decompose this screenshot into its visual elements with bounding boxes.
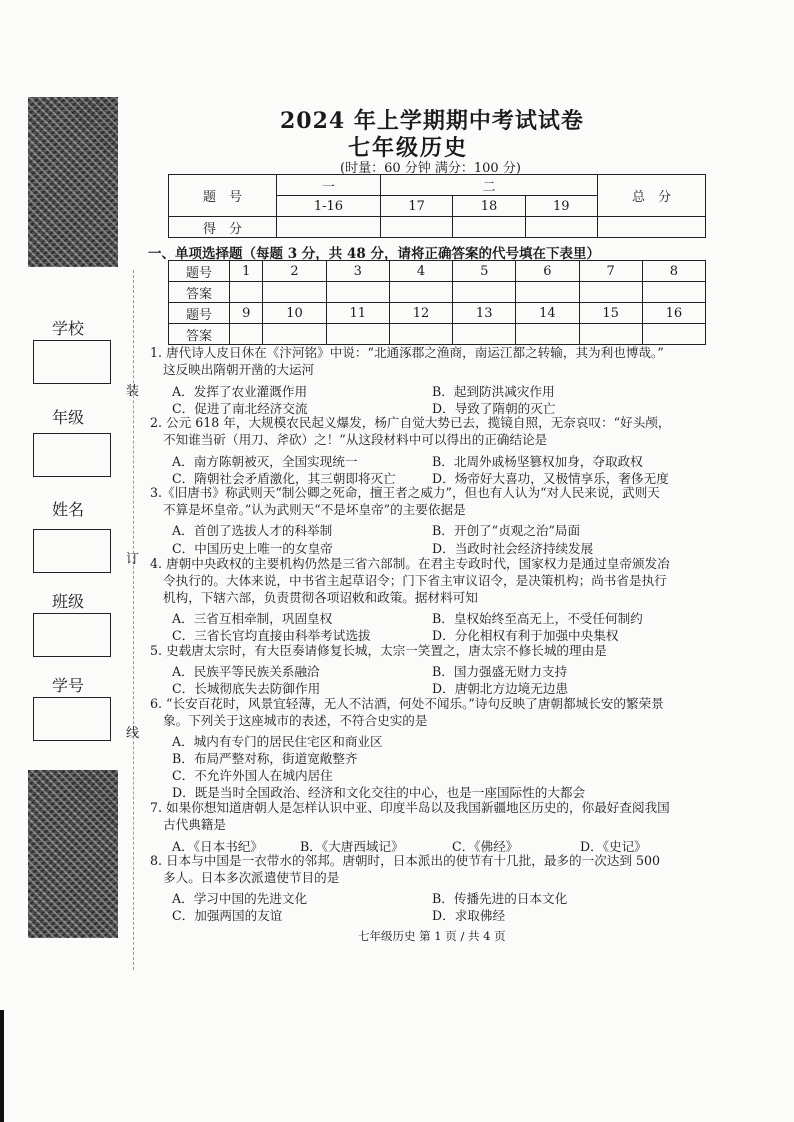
answer-table-qnum: 16	[642, 303, 705, 324]
answer-table-qnum: 10	[263, 303, 326, 324]
answer-table-qnum: 1	[230, 261, 263, 282]
question-3-line-2: 不算是坏皇帝。”认为武则天“不是坏皇帝”的主要依据是	[163, 502, 466, 517]
question-5-option-b: B．国力强盛无财力支持	[432, 664, 568, 679]
question-4-option-c: C．三省长官均直接由科举考试选拔	[172, 628, 371, 643]
question-2-option-c: C．隋朝社会矛盾激化，其三朝即将灭亡	[172, 471, 396, 486]
answer-table-alabel: 答案	[169, 324, 230, 345]
binding-char-xian: 线	[126, 726, 140, 741]
label-class: 班级	[52, 592, 85, 611]
score-table-total-label: 总 分	[597, 175, 705, 217]
question-6-option-c: C．不允许外国人在城内居住	[172, 768, 333, 783]
question-3-line-1: 3.《旧唐书》称武则天“制公卿之死命，擅王者之威力”，但也有人认为“对人民来说，武则天	[150, 485, 660, 500]
answer-cell[interactable]	[389, 324, 452, 345]
question-1-option-b: B．起到防洪减灾作用	[432, 384, 555, 399]
exam-time-info: (时量：60 分钟 满分：100 分)	[340, 161, 521, 176]
answer-cell[interactable]	[453, 282, 516, 303]
question-8-option-d: D．求取佛经	[432, 908, 506, 923]
question-2-option-a: A．南方陈朝被灭，全国实现统一	[172, 454, 358, 469]
answer-table-qnum: 6	[516, 261, 579, 282]
score-table-sub: 18	[453, 196, 525, 217]
answer-table-qnum: 2	[263, 261, 326, 282]
binding-line	[133, 270, 134, 970]
question-7-option-b: B．《大唐西域记》	[300, 839, 404, 854]
answer-cell[interactable]	[516, 324, 579, 345]
question-8-option-a: A．学习中国的先进文化	[172, 891, 308, 906]
answer-cell[interactable]	[263, 324, 326, 345]
question-1-line-2: 这反映出隋朝开凿的大运河	[163, 362, 315, 377]
question-1-option-d: D．导致了隋朝的灭亡	[432, 401, 556, 416]
exam-title: 2024 年上学期期中考试试卷	[280, 108, 584, 134]
question-2-option-d: D．炀帝好大喜功，又极情享乐，奢侈无度	[432, 471, 669, 486]
answer-table-qnum: 15	[579, 303, 642, 324]
answer-cell[interactable]	[516, 282, 579, 303]
label-name: 姓名	[52, 500, 85, 519]
answer-cell[interactable]	[642, 282, 705, 303]
question-3-option-c: C．中国历史上唯一的女皇帝	[172, 541, 333, 556]
answer-table-qnum: 11	[326, 303, 389, 324]
answer-table-qnum: 7	[579, 261, 642, 282]
answer-table-qnum: 13	[453, 303, 516, 324]
question-4-line-1: 4. 唐朝中央政权的主要机构仍然是三省六部制。在君主专政时代，国家权力是通过皇帝颁发冶	[150, 556, 670, 571]
score-table-sub: 17	[380, 196, 452, 217]
school-field[interactable]	[33, 340, 111, 384]
page-footer: 七年级历史 第 1 页 / 共 4 页	[358, 929, 506, 943]
score-table-part1: 一	[277, 175, 381, 196]
question-4-line-3: 机构，下辖六部，负责贯彻各项诏敕和政策。据材料可知	[163, 590, 478, 605]
question-2-line-1: 2. 公元 618 年，大规模农民起义爆发，杨广自觉大势已去，揽镜自照，无奈哀叹：“好头颅，	[150, 415, 671, 430]
question-6-option-b: B．布局严整对称，街道宽敞整齐	[172, 751, 358, 766]
question-4-option-d: D．分化相权有利于加强中央集权	[432, 628, 619, 643]
answer-table	[168, 260, 706, 345]
label-student-id: 学号	[52, 676, 85, 695]
question-7-line-2: 古代典籍是	[163, 817, 226, 832]
question-1-option-a: A．发挥了农业灌溉作用	[172, 384, 308, 399]
answer-table-qnum: 3	[326, 261, 389, 282]
score-cell[interactable]	[597, 217, 705, 238]
question-6-option-d: D．既是当时全国政治、经济和文化交往的中心，也是一座国际性的大都会	[172, 785, 586, 800]
question-8-option-b: B．传播先进的日本文化	[432, 891, 568, 906]
label-school: 学校	[52, 319, 85, 338]
answer-cell[interactable]	[389, 282, 452, 303]
top-pattern-block	[28, 97, 118, 267]
score-cell[interactable]	[380, 217, 452, 238]
question-5-line-1: 5. 史载唐太宗时，有大臣奏请修复长城，太宗一笑置之，唐太宗不修长城的理由是	[150, 643, 607, 658]
score-cell[interactable]	[453, 217, 525, 238]
name-field[interactable]	[33, 529, 111, 573]
question-6-option-a: A．城内有专门的居民住宅区和商业区	[172, 734, 383, 749]
question-2-option-b: B．北周外戚杨坚篡权加身，夺取政权	[432, 454, 643, 469]
exam-subject: 七年级历史	[348, 135, 469, 161]
question-1-line-1: 1. 唐代诗人皮日休在《汴河铭》中说：“北通涿郡之渔商，南运江都之转输，其为利也博哉。”	[150, 345, 664, 360]
answer-cell[interactable]	[642, 324, 705, 345]
score-cell[interactable]	[525, 217, 597, 238]
score-table-sub: 1-16	[277, 196, 381, 217]
question-1-option-c: C．促进了南北经济交流	[172, 401, 308, 416]
grade-field[interactable]	[33, 433, 111, 477]
question-6-line-1: 6. “长安百花时，风景宜轻薄，无人不沽酒，何处不闻乐。”诗句反映了唐朝都城长安的繁荣景	[150, 696, 664, 711]
question-4-line-2: 令执行的。大体来说，中书省主起草诏令；门下省主审议诏令，是决策机构；尚书省是执行	[163, 573, 667, 588]
score-table-part2: 二	[380, 175, 597, 196]
question-5-option-c: C．长城彻底失去防御作用	[172, 681, 321, 696]
question-5-option-d: D．唐朝北方边境无边患	[432, 681, 569, 696]
student-id-field[interactable]	[33, 697, 111, 741]
question-5-option-a: A．民族平等民族关系融洽	[172, 664, 320, 679]
question-7-option-c: C．《佛经》	[452, 839, 519, 854]
answer-cell[interactable]	[230, 324, 263, 345]
answer-cell[interactable]	[579, 324, 642, 345]
question-8-option-c: C．加强两国的友谊	[172, 908, 283, 923]
question-7-line-1: 7. 如果你想知道唐朝人是怎样认识中亚、印度半岛以及我国新疆地区历史的，你最好查阅我国	[150, 800, 670, 815]
question-6-line-2: 象。下列关于这座城市的表述，不符合史实的是	[163, 713, 428, 728]
question-4-option-a: A．三省互相牵制，巩固皇权	[172, 611, 333, 626]
score-table-sub: 19	[525, 196, 597, 217]
binding-char-zhuang: 装	[126, 384, 140, 399]
question-8-line-1: 8. 日本与中国是一衣带水的邻邦。唐朝时，日本派出的使节有十几批，最多的一次达到 500	[150, 853, 661, 868]
question-2-line-2: 不知谁当斫（用刀、斧砍）之！”从这段材料中可以得出的正确结论是	[163, 432, 548, 447]
answer-table-qnum: 8	[642, 261, 705, 282]
question-3-option-b: B．开创了“贞观之治”局面	[432, 523, 581, 538]
answer-cell[interactable]	[326, 282, 389, 303]
score-table	[168, 174, 706, 238]
answer-table-qnum: 14	[516, 303, 579, 324]
label-grade: 年级	[52, 408, 85, 427]
answer-table-qnum: 4	[389, 261, 452, 282]
answer-cell[interactable]	[453, 324, 516, 345]
score-table-qnum-label: 题 号	[169, 175, 277, 217]
answer-table-qnum: 12	[389, 303, 452, 324]
answer-cell[interactable]	[326, 324, 389, 345]
answer-cell[interactable]	[263, 282, 326, 303]
score-table-score-label: 得 分	[169, 217, 277, 238]
answer-table-qnum: 9	[230, 303, 263, 324]
answer-table-qlabel: 题号	[169, 261, 230, 282]
score-cell[interactable]	[277, 217, 381, 238]
answer-table-qnum: 5	[453, 261, 516, 282]
question-3-option-a: A．首创了选拔人才的科举制	[172, 523, 333, 538]
scan-edge-mark	[0, 1010, 4, 1122]
binding-char-ding: 订	[126, 552, 140, 567]
answer-cell[interactable]	[579, 282, 642, 303]
question-7-option-a: A．《日本书纪》	[172, 839, 263, 854]
question-7-option-d: D．《史记》	[580, 839, 647, 854]
answer-cell[interactable]	[230, 282, 263, 303]
bottom-pattern-block	[28, 770, 118, 938]
question-3-option-d: D．当政时社会经济持续发展	[432, 541, 594, 556]
answer-table-alabel: 答案	[169, 282, 230, 303]
question-4-option-b: B．皇权始终至高无上，不受任何制约	[432, 611, 643, 626]
answer-table-qlabel: 题号	[169, 303, 230, 324]
section-heading: 一、单项选择题（每题 3 分，共 48 分，请将正确答案的代号填在下表里）	[148, 246, 600, 262]
question-8-line-2: 多人。日本多次派遣使节目的是	[163, 870, 340, 885]
class-field[interactable]	[33, 613, 111, 657]
